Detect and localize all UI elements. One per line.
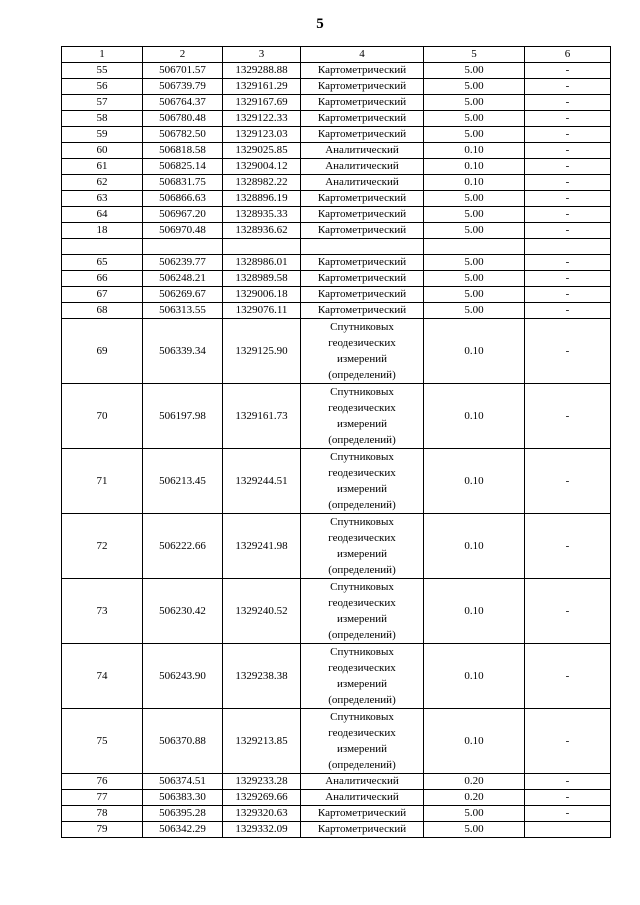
method-cell bbox=[301, 806, 424, 822]
note-cell: - bbox=[525, 95, 611, 111]
y-coordinate-cell: 1329125.90 bbox=[223, 319, 301, 384]
method-cell bbox=[301, 191, 424, 207]
x-coordinate-cell: 506269.67 bbox=[143, 287, 223, 303]
method-line: Спутниковых bbox=[330, 516, 394, 528]
method-cell bbox=[301, 255, 424, 271]
y-coordinate-cell: 1329123.03 bbox=[223, 127, 301, 143]
method-cell bbox=[301, 271, 424, 287]
note-cell: - bbox=[525, 223, 611, 239]
method-line: Картометрический bbox=[317, 96, 407, 108]
accuracy-cell: 5.00 bbox=[424, 303, 525, 319]
method-line: геодезических bbox=[328, 467, 396, 479]
y-coordinate-cell: 1329269.66 bbox=[223, 790, 301, 806]
y-coordinate-cell: 1329238.38 bbox=[223, 644, 301, 709]
method-line: Спутниковых bbox=[330, 646, 394, 658]
method-line: Спутниковых bbox=[330, 386, 394, 398]
method-line: Картометрический bbox=[317, 224, 407, 236]
accuracy-cell: 5.00 bbox=[424, 127, 525, 143]
accuracy-cell: 0.10 bbox=[424, 319, 525, 384]
table-row bbox=[62, 303, 611, 319]
table-body bbox=[62, 63, 611, 838]
y-coordinate-cell: 1329006.18 bbox=[223, 287, 301, 303]
method-line: Спутниковых bbox=[330, 581, 394, 593]
point-number-cell: 77 bbox=[62, 790, 143, 806]
column-header: 1 bbox=[62, 47, 143, 63]
method-line: Картометрический bbox=[317, 823, 407, 835]
method-line: измерений bbox=[337, 743, 387, 755]
table-row bbox=[62, 271, 611, 287]
table-row bbox=[62, 709, 611, 774]
column-header: 4 bbox=[301, 47, 424, 63]
method-line: геодезических bbox=[328, 662, 396, 674]
y-coordinate-cell: 1328936.62 bbox=[223, 223, 301, 239]
x-coordinate-cell: 506230.42 bbox=[143, 579, 223, 644]
method-cell bbox=[301, 774, 424, 790]
table-row bbox=[62, 239, 611, 255]
method-line: Картометрический bbox=[317, 304, 407, 316]
method-line: Картометрический bbox=[317, 80, 407, 92]
accuracy-cell: 0.10 bbox=[424, 143, 525, 159]
accuracy-cell: 0.10 bbox=[424, 449, 525, 514]
y-coordinate-cell: 1329122.33 bbox=[223, 111, 301, 127]
accuracy-cell: 0.20 bbox=[424, 790, 525, 806]
accuracy-cell: 5.00 bbox=[424, 63, 525, 79]
note-cell: - bbox=[525, 143, 611, 159]
method-cell bbox=[301, 384, 424, 449]
point-number-cell: 67 bbox=[62, 287, 143, 303]
method-line: измерений bbox=[337, 678, 387, 690]
y-coordinate-cell: 1328935.33 bbox=[223, 207, 301, 223]
note-cell: - bbox=[525, 774, 611, 790]
note-cell bbox=[525, 239, 611, 255]
method-line: Картометрический bbox=[317, 256, 407, 268]
method-cell bbox=[301, 175, 424, 191]
note-cell: - bbox=[525, 191, 611, 207]
x-coordinate-cell: 506831.75 bbox=[143, 175, 223, 191]
method-line: (определений) bbox=[328, 629, 396, 641]
method-line: измерений bbox=[337, 548, 387, 560]
point-number-cell: 63 bbox=[62, 191, 143, 207]
y-coordinate-cell: 1328896.19 bbox=[223, 191, 301, 207]
y-coordinate-cell: 1329233.28 bbox=[223, 774, 301, 790]
x-coordinate-cell: 506970.48 bbox=[143, 223, 223, 239]
method-line: Аналитический bbox=[325, 160, 399, 172]
x-coordinate-cell: 506222.66 bbox=[143, 514, 223, 579]
table-row bbox=[62, 95, 611, 111]
y-coordinate-cell: 1329004.12 bbox=[223, 159, 301, 175]
point-number-cell: 58 bbox=[62, 111, 143, 127]
point-number-cell: 71 bbox=[62, 449, 143, 514]
method-line: Картометрический bbox=[317, 208, 407, 220]
method-line: Картометрический bbox=[317, 64, 407, 76]
note-cell: - bbox=[525, 384, 611, 449]
table-row bbox=[62, 790, 611, 806]
note-cell: - bbox=[525, 514, 611, 579]
note-cell: - bbox=[525, 806, 611, 822]
table-row bbox=[62, 287, 611, 303]
method-line: (определений) bbox=[328, 434, 396, 446]
point-number-cell: 75 bbox=[62, 709, 143, 774]
method-line: Картометрический bbox=[317, 272, 407, 284]
method-line: геодезических bbox=[328, 597, 396, 609]
y-coordinate-cell: 1329161.29 bbox=[223, 79, 301, 95]
table-row bbox=[62, 223, 611, 239]
x-coordinate-cell: 506818.58 bbox=[143, 143, 223, 159]
x-coordinate-cell: 506313.55 bbox=[143, 303, 223, 319]
table-header-row bbox=[62, 47, 611, 63]
accuracy-cell: 5.00 bbox=[424, 207, 525, 223]
x-coordinate-cell: 506701.57 bbox=[143, 63, 223, 79]
accuracy-cell: 0.10 bbox=[424, 709, 525, 774]
accuracy-cell bbox=[424, 239, 525, 255]
method-line: (определений) bbox=[328, 694, 396, 706]
method-line: геодезических bbox=[328, 727, 396, 739]
table-row bbox=[62, 127, 611, 143]
method-cell bbox=[301, 223, 424, 239]
accuracy-cell: 0.20 bbox=[424, 774, 525, 790]
note-cell: - bbox=[525, 79, 611, 95]
method-line: Картометрический bbox=[317, 807, 407, 819]
table-row bbox=[62, 822, 611, 838]
y-coordinate-cell: 1328986.01 bbox=[223, 255, 301, 271]
table-row bbox=[62, 159, 611, 175]
x-coordinate-cell: 506239.77 bbox=[143, 255, 223, 271]
x-coordinate-cell: 506395.28 bbox=[143, 806, 223, 822]
point-number-cell: 18 bbox=[62, 223, 143, 239]
x-coordinate-cell: 506374.51 bbox=[143, 774, 223, 790]
accuracy-cell: 0.10 bbox=[424, 644, 525, 709]
point-number-cell: 55 bbox=[62, 63, 143, 79]
point-number-cell: 70 bbox=[62, 384, 143, 449]
x-coordinate-cell: 506739.79 bbox=[143, 79, 223, 95]
method-cell bbox=[301, 239, 424, 255]
y-coordinate-cell: 1329288.88 bbox=[223, 63, 301, 79]
method-line: измерений bbox=[337, 613, 387, 625]
point-number-cell: 76 bbox=[62, 774, 143, 790]
accuracy-cell: 0.10 bbox=[424, 159, 525, 175]
accuracy-cell: 0.10 bbox=[424, 384, 525, 449]
note-cell: - bbox=[525, 319, 611, 384]
x-coordinate-cell: 506342.29 bbox=[143, 822, 223, 838]
x-coordinate-cell: 506370.88 bbox=[143, 709, 223, 774]
note-cell: - bbox=[525, 303, 611, 319]
point-number-cell: 65 bbox=[62, 255, 143, 271]
method-line: геодезических bbox=[328, 532, 396, 544]
method-cell bbox=[301, 143, 424, 159]
column-header: 3 bbox=[223, 47, 301, 63]
accuracy-cell: 5.00 bbox=[424, 806, 525, 822]
y-coordinate-cell: 1329167.69 bbox=[223, 95, 301, 111]
y-coordinate-cell: 1328989.58 bbox=[223, 271, 301, 287]
method-line: (определений) bbox=[328, 564, 396, 576]
y-coordinate-cell: 1329320.63 bbox=[223, 806, 301, 822]
accuracy-cell: 5.00 bbox=[424, 223, 525, 239]
method-line: Спутниковых bbox=[330, 451, 394, 463]
table-row bbox=[62, 143, 611, 159]
note-cell: - bbox=[525, 159, 611, 175]
accuracy-cell: 5.00 bbox=[424, 111, 525, 127]
point-number-cell: 79 bbox=[62, 822, 143, 838]
note-cell: - bbox=[525, 790, 611, 806]
table-row bbox=[62, 191, 611, 207]
x-coordinate-cell: 506866.63 bbox=[143, 191, 223, 207]
method-cell bbox=[301, 287, 424, 303]
x-coordinate-cell: 506780.48 bbox=[143, 111, 223, 127]
method-line: геодезических bbox=[328, 402, 396, 414]
y-coordinate-cell: 1329244.51 bbox=[223, 449, 301, 514]
note-cell: - bbox=[525, 207, 611, 223]
method-line: Аналитический bbox=[325, 176, 399, 188]
accuracy-cell: 0.10 bbox=[424, 579, 525, 644]
point-number-cell bbox=[62, 239, 143, 255]
table-row bbox=[62, 384, 611, 449]
table-row bbox=[62, 774, 611, 790]
method-cell bbox=[301, 319, 424, 384]
accuracy-cell: 5.00 bbox=[424, 79, 525, 95]
table-row bbox=[62, 175, 611, 191]
method-cell bbox=[301, 514, 424, 579]
method-cell bbox=[301, 127, 424, 143]
method-line: Аналитический bbox=[325, 791, 399, 803]
method-cell bbox=[301, 303, 424, 319]
method-cell bbox=[301, 207, 424, 223]
method-line: Картометрический bbox=[317, 288, 407, 300]
point-number-cell: 69 bbox=[62, 319, 143, 384]
method-line: геодезических bbox=[328, 337, 396, 349]
method-line: Аналитический bbox=[325, 144, 399, 156]
accuracy-cell: 5.00 bbox=[424, 191, 525, 207]
method-cell bbox=[301, 579, 424, 644]
accuracy-cell: 5.00 bbox=[424, 255, 525, 271]
point-number-cell: 74 bbox=[62, 644, 143, 709]
method-cell bbox=[301, 79, 424, 95]
method-line: Картометрический bbox=[317, 112, 407, 124]
y-coordinate-cell: 1329241.98 bbox=[223, 514, 301, 579]
column-header: 6 bbox=[525, 47, 611, 63]
note-cell: - bbox=[525, 111, 611, 127]
column-header: 2 bbox=[143, 47, 223, 63]
x-coordinate-cell: 506197.98 bbox=[143, 384, 223, 449]
note-cell: - bbox=[525, 175, 611, 191]
point-number-cell: 72 bbox=[62, 514, 143, 579]
method-cell bbox=[301, 790, 424, 806]
method-cell bbox=[301, 95, 424, 111]
y-coordinate-cell: 1329332.09 bbox=[223, 822, 301, 838]
note-cell: - bbox=[525, 127, 611, 143]
accuracy-cell: 5.00 bbox=[424, 271, 525, 287]
x-coordinate-cell: 506764.37 bbox=[143, 95, 223, 111]
x-coordinate-cell: 506782.50 bbox=[143, 127, 223, 143]
note-cell: - bbox=[525, 255, 611, 271]
point-number-cell: 64 bbox=[62, 207, 143, 223]
y-coordinate-cell: 1329025.85 bbox=[223, 143, 301, 159]
method-cell bbox=[301, 449, 424, 514]
x-coordinate-cell bbox=[143, 239, 223, 255]
point-number-cell: 66 bbox=[62, 271, 143, 287]
method-line: Спутниковых bbox=[330, 711, 394, 723]
accuracy-cell: 5.00 bbox=[424, 95, 525, 111]
point-number-cell: 68 bbox=[62, 303, 143, 319]
y-coordinate-cell: 1328982.22 bbox=[223, 175, 301, 191]
table-row bbox=[62, 79, 611, 95]
page-number: 5 bbox=[316, 16, 324, 32]
accuracy-cell: 5.00 bbox=[424, 287, 525, 303]
coordinates-table bbox=[61, 46, 611, 838]
note-cell: - bbox=[525, 579, 611, 644]
method-line: Картометрический bbox=[317, 192, 407, 204]
table-row bbox=[62, 111, 611, 127]
method-cell bbox=[301, 63, 424, 79]
x-coordinate-cell: 506248.21 bbox=[143, 271, 223, 287]
table-row bbox=[62, 579, 611, 644]
point-number-cell: 73 bbox=[62, 579, 143, 644]
x-coordinate-cell: 506967.20 bbox=[143, 207, 223, 223]
table-row bbox=[62, 63, 611, 79]
x-coordinate-cell: 506383.30 bbox=[143, 790, 223, 806]
method-cell bbox=[301, 111, 424, 127]
table-row bbox=[62, 449, 611, 514]
point-number-cell: 60 bbox=[62, 143, 143, 159]
accuracy-cell: 0.10 bbox=[424, 514, 525, 579]
column-header: 5 bbox=[424, 47, 525, 63]
point-number-cell: 56 bbox=[62, 79, 143, 95]
note-cell: - bbox=[525, 644, 611, 709]
method-line: измерений bbox=[337, 353, 387, 365]
method-cell bbox=[301, 709, 424, 774]
note-cell: - bbox=[525, 449, 611, 514]
point-number-cell: 61 bbox=[62, 159, 143, 175]
y-coordinate-cell: 1329213.85 bbox=[223, 709, 301, 774]
point-number-cell: 59 bbox=[62, 127, 143, 143]
method-cell bbox=[301, 644, 424, 709]
point-number-cell: 78 bbox=[62, 806, 143, 822]
method-line: (определений) bbox=[328, 759, 396, 771]
point-number-cell: 57 bbox=[62, 95, 143, 111]
note-cell: - bbox=[525, 287, 611, 303]
table-row bbox=[62, 514, 611, 579]
method-line: Картометрический bbox=[317, 128, 407, 140]
method-line: (определений) bbox=[328, 369, 396, 381]
table-row bbox=[62, 207, 611, 223]
method-cell bbox=[301, 159, 424, 175]
y-coordinate-cell: 1329240.52 bbox=[223, 579, 301, 644]
table-row bbox=[62, 255, 611, 271]
accuracy-cell: 5.00 bbox=[424, 822, 525, 838]
method-line: измерений bbox=[337, 418, 387, 430]
x-coordinate-cell: 506213.45 bbox=[143, 449, 223, 514]
table-row bbox=[62, 319, 611, 384]
method-line: (определений) bbox=[328, 499, 396, 511]
method-line: измерений bbox=[337, 483, 387, 495]
note-cell: - bbox=[525, 709, 611, 774]
method-line: Спутниковых bbox=[330, 321, 394, 333]
point-number-cell: 62 bbox=[62, 175, 143, 191]
accuracy-cell: 0.10 bbox=[424, 175, 525, 191]
note-cell bbox=[525, 822, 611, 838]
method-cell bbox=[301, 822, 424, 838]
note-cell: - bbox=[525, 63, 611, 79]
note-cell: - bbox=[525, 271, 611, 287]
method-line: Аналитический bbox=[325, 775, 399, 787]
y-coordinate-cell bbox=[223, 239, 301, 255]
table-row bbox=[62, 806, 611, 822]
x-coordinate-cell: 506825.14 bbox=[143, 159, 223, 175]
x-coordinate-cell: 506339.34 bbox=[143, 319, 223, 384]
y-coordinate-cell: 1329076.11 bbox=[223, 303, 301, 319]
table-row bbox=[62, 644, 611, 709]
y-coordinate-cell: 1329161.73 bbox=[223, 384, 301, 449]
x-coordinate-cell: 506243.90 bbox=[143, 644, 223, 709]
